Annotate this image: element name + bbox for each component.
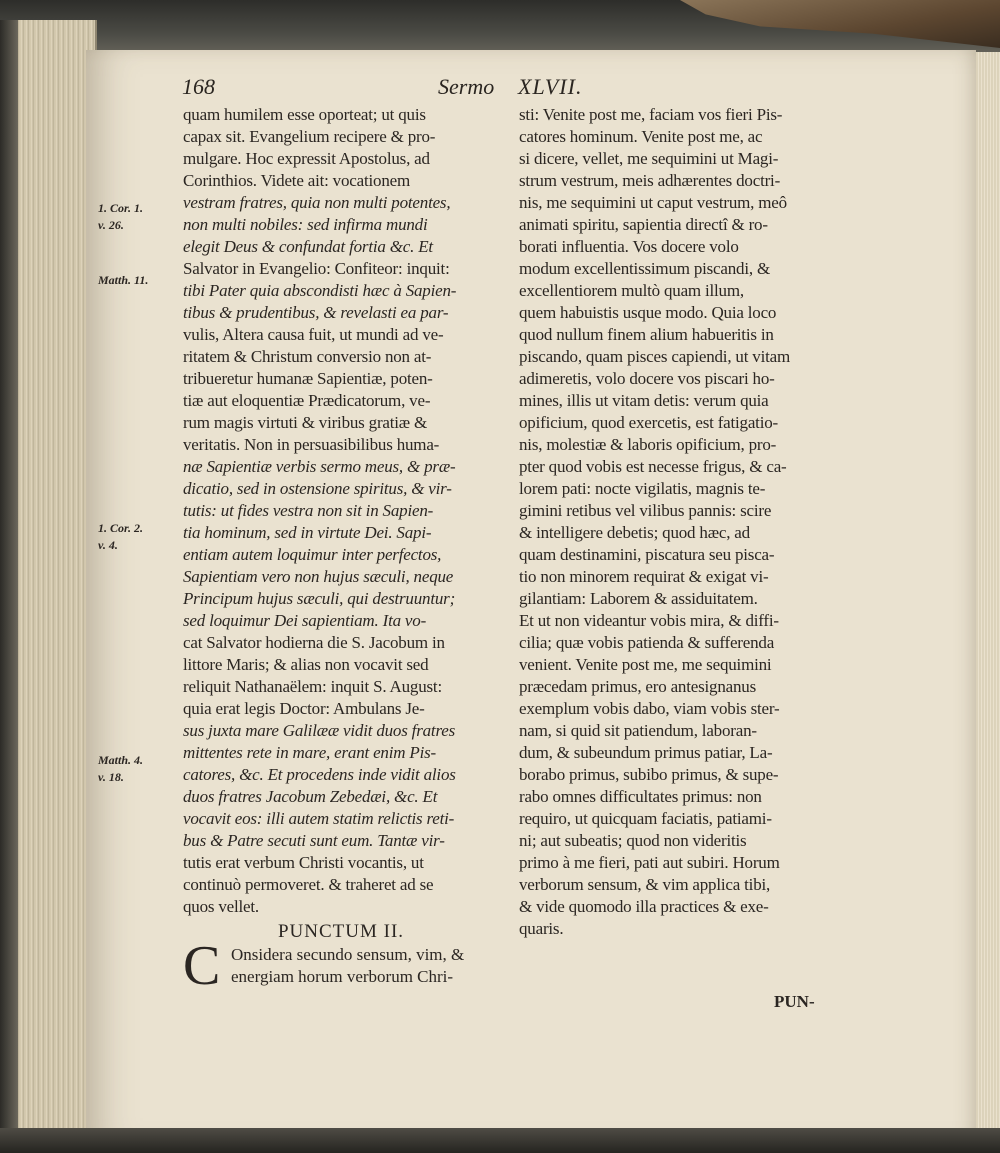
margin-note-matth-4 [98,752,168,786]
text-line: verborum sensum, & vim applica tibi, [519,875,771,894]
text-line: tutis erat verbum Christi vocantis, ut [183,853,424,872]
text-line: vulis, Altera causa fuit, ut mundi ad ve- [183,325,444,344]
text-line: capax sit. Evangelium recipere & pro- [183,127,436,146]
catchword: PUN- [774,992,815,1011]
drop-cap: C [183,935,221,997]
text-line: rum magis virtuti & viribus gratiæ & [183,413,428,432]
text-line: catores hominum. Venite post me, ac [519,127,763,146]
text-line: reliquit Nathanaëlem: inquit S. August: [183,677,442,696]
text-line: borati influentia. Vos docere volo [519,237,739,256]
margin-note-1-cor-2 [98,520,168,554]
margin-note-verse: v. 18. [98,770,124,784]
text-line: lorem pati: nocte vigilatis, magnis te- [519,479,766,498]
text-line: ni; aut subeatis; quod non videritis [519,831,747,850]
text-line: strum vestrum, meis adhærentes doctri- [519,171,781,190]
text-line: veritatis. Non in persuasibilibus huma- [183,435,440,454]
text-line: & vide quomodo illa practices & exe- [519,897,769,916]
margin-note-ref: Matth. 11. [98,273,149,287]
section-heading: PUNCTUM II. [277,921,405,942]
text-line: catores, &c. Et procedens inde vidit alios [183,765,456,784]
text-line: tiæ aut eloquentiæ Prædicatorum, ve- [183,391,431,410]
text-line: tia hominum, sed in virtute Dei. Sapi- [183,523,432,542]
text-line: ritatem & Christum conversio non at- [183,347,432,366]
text-line: nis, me sequimini ut caput vestrum, meô [519,193,787,212]
text-line: venient. Venite post me, me sequimini [519,655,772,674]
text-line: mines, illis ut vitam detis: verum quia [519,391,769,410]
text-line: Salvator in Evangelio: Confiteor: inquit: [183,259,450,278]
text-line: Et ut non videantur vobis mira, & diffi- [519,611,779,630]
text-line: cat Salvator hodierna die S. Jacobum in [183,633,445,652]
text-line: opificium, quod exercetis, est fatigatio- [519,413,778,432]
bottom-shadow [0,1128,1000,1153]
text-line: Corinthios. Videte ait: vocationem [183,171,410,190]
text-line: bus & Patre secuti sunt eum. Tantæ vir- [183,831,445,850]
margin-note-verse: v. 26. [98,218,124,232]
text-line: tibi Pater quia abscondisti hæc à Sapien- [183,281,457,300]
text-line: sus juxta mare Galilææ vidit duos fratres [183,721,455,740]
text-line: mittentes rete in mare, erant enim Pis- [183,743,436,762]
left-text-column [183,104,499,997]
text-line: sed loquimur Dei sapientiam. Ita vo- [183,611,427,630]
right-text-column [519,104,835,940]
right-page-edges [972,52,1000,1152]
text-line: & intelligere debetis; quod hæc, ad [519,523,750,542]
text-line: quaris. [519,919,564,938]
text-line: cilia; quæ vobis patienda & sufferenda [519,633,775,652]
margin-note-verse: v. 4. [98,538,118,552]
text-line: quam humilem esse oporteat; ut quis [183,105,426,124]
text-line: elegit Deus & confundat fortia &c. Et [183,237,433,256]
section-opening [183,935,499,997]
text-line: si dicere, vellet, me sequimini ut Magi- [519,149,779,168]
text-line: gilantiam: Laborem & assiduitatem. [519,589,758,608]
text-line: tibus & prudentibus, & revelasti ea par- [183,303,449,322]
text-line: nis, molestiæ & laboris opificium, pro- [519,435,777,454]
text-line: næ Sapientiæ verbis sermo meus, & præ- [183,457,456,476]
text-line: quia erat legis Doctor: Ambulans Je- [183,699,425,718]
text-line: littore Maris; & alias non vocavit sed [183,655,429,674]
margin-note-1-cor-1 [98,200,168,234]
text-line: quam destinamini, piscatura seu pisca- [519,545,775,564]
running-head [180,72,940,102]
text-line: dum, & subeundum primus patiar, La- [519,743,773,762]
text-line: præcedam primus, ero antesignanus [519,677,757,696]
text-line: excellentiorem multò quam illum, [519,281,744,300]
text-line: quos vellet. [183,897,259,916]
left-spine-shadow [0,20,18,1130]
sermon-number: XLVII. [518,74,583,99]
text-line: quod nullum finem alium habueritis in [519,325,774,344]
margin-note-ref: Matth. 4. [98,753,144,767]
text-line: dicatio, sed in ostensione spiritus, & vir- [183,479,452,498]
text-line: continuò permoveret. & traheret ad se [183,875,434,894]
text-line: Sapientiam vero non hujus sæculi, neque [183,567,454,586]
text-line: gimini retibus vel vilibus pannis: scire [519,501,772,520]
margin-note-matth-11 [98,272,168,289]
text-line: vocavit eos: illi autem statim relictis reti- [183,809,455,828]
text-line: tribueretur humanæ Sapientiæ, poten- [183,369,433,388]
text-line: vestram fratres, quia non multi potentes, [183,193,451,212]
text-line: Onsidera secundo sensum, vim, & [231,945,465,964]
text-line: tutis: ut fides vestra non sit in Sapien- [183,501,434,520]
text-line: duos fratres Jacobum Zebedæi, &c. Et [183,787,438,806]
text-line: non multi nobiles: sed infirma mundi [183,215,428,234]
text-line: entiam autem loquimur inter perfectos, [183,545,442,564]
page-number: 168 [182,74,215,99]
text-line: sti: Venite post me, faciam vos fieri Pis- [519,105,783,124]
text-line: Principum hujus sæculi, qui destruuntur; [183,589,456,608]
text-line: modum excellentissimum piscandi, & [519,259,770,278]
text-line: rabo omnes difficultates primus: non [519,787,762,806]
text-line: borabo primus, subibo primus, & supe- [519,765,779,784]
text-line: adimeretis, volo docere vos piscari ho- [519,369,775,388]
text-line: animati spiritu, sapientia directî & ro- [519,215,768,234]
text-line: piscando, quam pisces capiendi, ut vitam [519,347,791,366]
text-line: quem habuistis usque modo. Quia loco [519,303,777,322]
running-title: Sermo [438,74,495,99]
text-line: requiro, ut quicquam faciatis, patiami- [519,809,772,828]
text-line: primo à me fieri, pati aut subiri. Horum [519,853,780,872]
text-line: mulgare. Hoc expressit Apostolus, ad [183,149,430,168]
margin-note-ref: 1. Cor. 2. [98,521,144,535]
text-line: pter quod vobis est necesse frigus, & ca- [519,457,787,476]
text-line: nam, si quid sit patiendum, laboran- [519,721,757,740]
text-line: energiam horum verborum Chri- [231,967,454,986]
text-line: exemplum vobis dabo, viam vobis ster- [519,699,780,718]
margin-note-ref: 1. Cor. 1. [98,201,144,215]
text-line: tio non minorem requirat & exigat vi- [519,567,769,586]
